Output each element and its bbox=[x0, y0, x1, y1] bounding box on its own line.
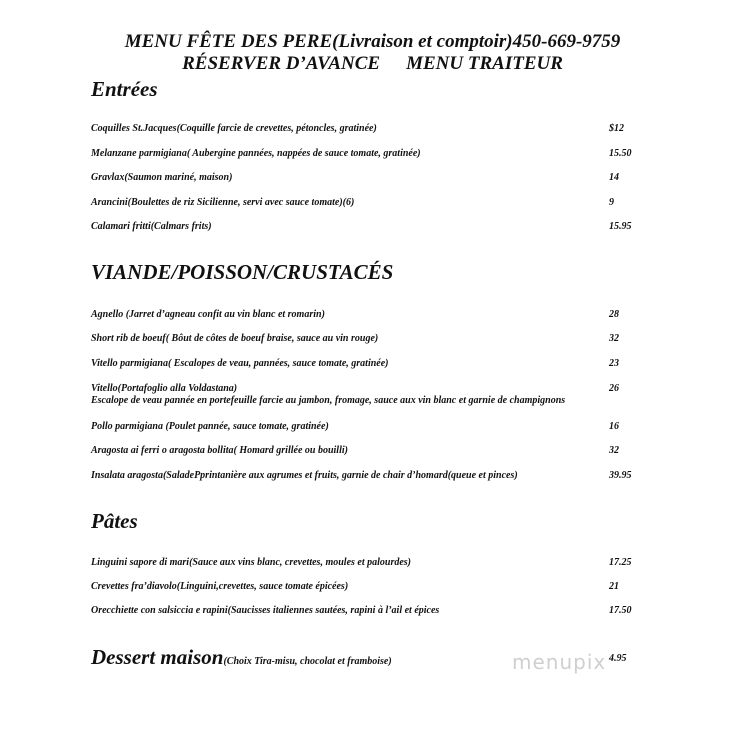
section-title-pates: Pâtes bbox=[91, 509, 138, 533]
item-price: $12 bbox=[609, 123, 624, 134]
item-name: Insalata aragosta(SaladePprintanière aux agrumes et fruits, garnie de chair d’homard(queue et pinces) bbox=[91, 470, 518, 481]
menu-item bbox=[91, 605, 651, 617]
menu-item bbox=[91, 148, 651, 160]
item-price: 14 bbox=[609, 172, 619, 183]
item-price: 32 bbox=[609, 445, 619, 456]
item-name: Pollo parmigiana (Poulet pannée, sauce tomate, gratinée) bbox=[91, 421, 329, 432]
catering-label: MENU TRAITEUR bbox=[406, 53, 563, 74]
item-price: 15.95 bbox=[609, 221, 632, 232]
menu-item bbox=[91, 470, 651, 482]
menupix-watermark: menupix bbox=[512, 650, 607, 674]
item-name: Orecchiette con salsiccia e rapini(Saucisses italiennes sautées, rapini à l’ail et épices bbox=[91, 605, 440, 616]
item-name: Vitello parmigiana( Escalopes de veau, pannées, sauce tomate, gratinée) bbox=[91, 358, 389, 369]
section-title-entrees: Entrées bbox=[91, 77, 158, 101]
menu-subtitle bbox=[0, 52, 745, 76]
reserve-notice: RÉSERVER D’AVANCE bbox=[182, 53, 381, 74]
menu-item bbox=[91, 358, 651, 370]
menu-item bbox=[91, 123, 651, 135]
item-price: 23 bbox=[609, 358, 619, 369]
menu-item bbox=[91, 557, 651, 569]
item-price: 21 bbox=[609, 581, 619, 592]
menu-item bbox=[91, 309, 651, 321]
item-price: 9 bbox=[609, 197, 614, 208]
menu-item bbox=[91, 172, 651, 184]
item-name: Linguini sapore di mari(Sauce aux vins blanc, crevettes, moules et palourdes) bbox=[91, 557, 412, 568]
menu-item bbox=[91, 333, 651, 345]
menu-item bbox=[91, 581, 651, 593]
item-name: Calamari fritti(Calmars frits) bbox=[91, 221, 212, 232]
item-price: 26 bbox=[609, 383, 619, 394]
item-price: 15.50 bbox=[609, 148, 632, 159]
item-name: Short rib de boeuf( Bôut de côtes de boeuf braise, sauce au vin rouge) bbox=[91, 333, 379, 344]
menu-item bbox=[91, 383, 651, 407]
item-price: 28 bbox=[609, 309, 619, 320]
item-name: Vitello(Portafoglio alla Voldastana) bbox=[91, 383, 238, 394]
dessert-title: Dessert maison bbox=[91, 645, 224, 669]
dessert-price: 4.95 bbox=[609, 653, 627, 664]
menu-item bbox=[91, 421, 651, 433]
item-description: Escalope de veau pannée en portefeuille farcie au jambon, fromage, sauce aux vin blanc et garnie de champignons bbox=[91, 395, 566, 406]
menu-item bbox=[91, 445, 651, 457]
menu-item bbox=[91, 197, 651, 209]
menu-title: MENU FÊTE DES PERE(Livraison et comptoir)450-669-9759 bbox=[124, 31, 621, 52]
item-price: 17.25 bbox=[609, 557, 632, 568]
item-price: 16 bbox=[609, 421, 619, 432]
item-name: Coquilles St.Jacques(Coquille farcie de crevettes, pétoncles, gratinée) bbox=[91, 123, 377, 134]
item-name: Agnello (Jarret d’agneau confit au vin blanc et romarin) bbox=[91, 309, 325, 320]
section-title-viande: VIANDE/POISSON/CRUSTACÉS bbox=[91, 260, 394, 284]
item-name: Melanzane parmigiana( Aubergine pannées, nappées de sauce tomate, gratinée) bbox=[91, 148, 421, 159]
item-price: 32 bbox=[609, 333, 619, 344]
item-name: Arancini(Boulettes de riz Sicilienne, servi avec sauce tomate)(6) bbox=[91, 197, 355, 208]
item-name: Gravlax(Saumon mariné, maison) bbox=[91, 172, 233, 183]
dessert-note: (Choix Tira-misu, chocolat et framboise) bbox=[223, 656, 392, 667]
item-name: Aragosta ai ferri o aragosta bollita( Homard grillée ou bouilli) bbox=[91, 445, 348, 456]
item-price: 17.50 bbox=[609, 605, 632, 616]
item-price: 39.95 bbox=[609, 470, 632, 481]
item-name: Crevettes fra’diavolo(Linguini,crevettes, sauce tomate épicées) bbox=[91, 581, 349, 592]
menu-item bbox=[91, 221, 651, 233]
